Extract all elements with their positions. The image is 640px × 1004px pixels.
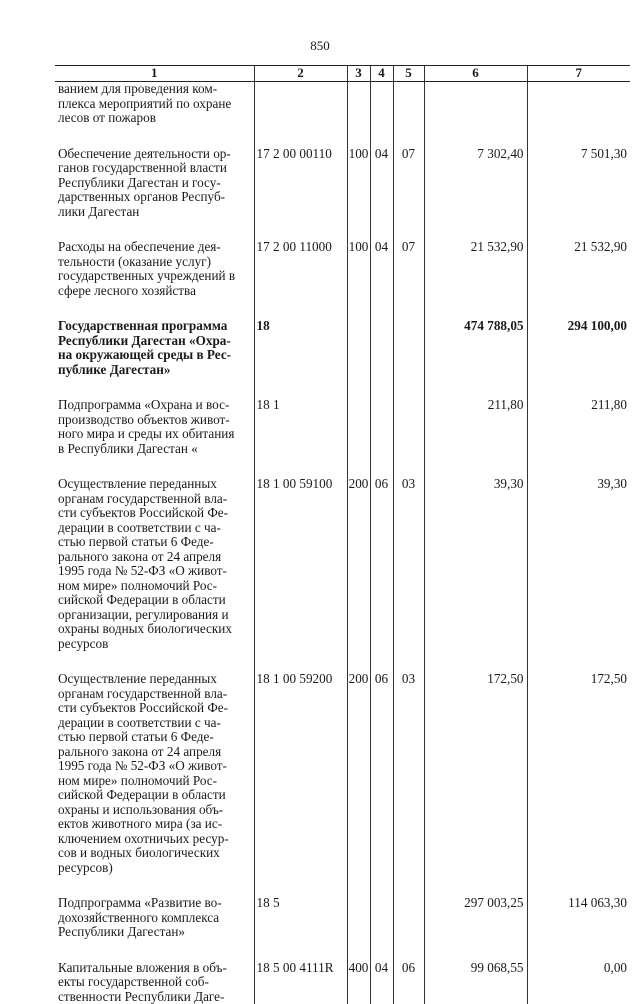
spacer-cell	[254, 219, 347, 240]
row-amount-col-7: 172,50	[527, 672, 630, 875]
spacer-cell	[347, 126, 370, 147]
row-amount-col-6	[424, 82, 527, 126]
row-name: ванием для проведения ком- плекса мероприятий по охране лесов от пожаров	[55, 82, 254, 126]
spacer-cell	[527, 377, 630, 398]
page-number: 850	[0, 38, 640, 54]
row-col-3	[347, 398, 370, 456]
spacer-cell	[424, 940, 527, 961]
spacer-cell	[347, 651, 370, 672]
table-row	[55, 477, 630, 651]
spacer-cell	[527, 298, 630, 319]
row-spacer	[55, 377, 630, 398]
spacer-cell	[254, 377, 347, 398]
row-code: 17 2 00 11000	[254, 240, 347, 298]
spacer-cell	[370, 940, 393, 961]
spacer-cell	[370, 377, 393, 398]
row-col-4	[370, 398, 393, 456]
row-code: 18 1 00 59200	[254, 672, 347, 875]
row-col-4: 04	[370, 961, 393, 1004]
row-col-4	[370, 896, 393, 940]
row-spacer	[55, 298, 630, 319]
row-spacer	[55, 940, 630, 961]
row-spacer	[55, 456, 630, 477]
spacer-cell	[527, 126, 630, 147]
row-col-4: 06	[370, 477, 393, 651]
spacer-cell	[424, 456, 527, 477]
spacer-cell	[527, 875, 630, 896]
row-name: Обеспечение деятельности ор- ганов государственной власти Республики Дагестан и госу- дарственных органов Респуб- лики Дагестан	[55, 147, 254, 220]
spacer-cell	[254, 651, 347, 672]
row-col-5	[393, 82, 424, 126]
row-amount-col-6: 211,80	[424, 398, 527, 456]
table-row	[55, 240, 630, 298]
row-amount-col-6: 474 788,05	[424, 319, 527, 377]
spacer-cell	[55, 875, 254, 896]
row-col-5: 07	[393, 147, 424, 220]
spacer-cell	[55, 456, 254, 477]
row-spacer	[55, 126, 630, 147]
row-name: Государственная программа Республики Дагестан «Охра- на окружающей среды в Рес- публике Дагестан»	[55, 319, 254, 377]
table-row	[55, 398, 630, 456]
row-amount-col-6: 172,50	[424, 672, 527, 875]
row-col-5	[393, 398, 424, 456]
header-row	[55, 66, 630, 82]
row-col-4: 06	[370, 672, 393, 875]
row-code: 18 5	[254, 896, 347, 940]
spacer-cell	[55, 377, 254, 398]
table-row	[55, 319, 630, 377]
table-row	[55, 961, 630, 1004]
row-code: 18 1 00 59100	[254, 477, 347, 651]
spacer-cell	[370, 298, 393, 319]
spacer-cell	[55, 219, 254, 240]
row-amount-col-6: 99 068,55	[424, 961, 527, 1004]
row-code	[254, 82, 347, 126]
table-row	[55, 147, 630, 220]
spacer-cell	[527, 940, 630, 961]
row-amount-col-7: 114 063,30	[527, 896, 630, 940]
header-col-7: 7	[527, 66, 630, 82]
spacer-cell	[254, 298, 347, 319]
spacer-cell	[527, 456, 630, 477]
row-col-5: 03	[393, 672, 424, 875]
row-code: 18	[254, 319, 347, 377]
spacer-cell	[527, 219, 630, 240]
spacer-cell	[254, 940, 347, 961]
table-body	[55, 82, 630, 1004]
spacer-cell	[393, 456, 424, 477]
header-col-3: 3	[347, 66, 370, 82]
spacer-cell	[393, 875, 424, 896]
header-col-1: 1	[55, 66, 254, 82]
row-amount-col-7: 0,00	[527, 961, 630, 1004]
spacer-cell	[393, 126, 424, 147]
spacer-cell	[393, 940, 424, 961]
spacer-cell	[347, 875, 370, 896]
row-code: 18 5 00 4111R	[254, 961, 347, 1004]
row-amount-col-6: 297 003,25	[424, 896, 527, 940]
table-row	[55, 82, 630, 126]
spacer-cell	[393, 298, 424, 319]
row-spacer	[55, 875, 630, 896]
spacer-cell	[55, 126, 254, 147]
row-amount-col-6: 21 532,90	[424, 240, 527, 298]
row-col-5: 03	[393, 477, 424, 651]
row-name: Подпрограмма «Развитие во- дохозяйственного комплекса Республики Дагестан»	[55, 896, 254, 940]
spacer-cell	[370, 651, 393, 672]
row-amount-col-7: 21 532,90	[527, 240, 630, 298]
table-row	[55, 672, 630, 875]
spacer-cell	[254, 456, 347, 477]
row-col-3: 400	[347, 961, 370, 1004]
spacer-cell	[370, 875, 393, 896]
row-spacer	[55, 219, 630, 240]
spacer-cell	[424, 651, 527, 672]
row-col-5: 06	[393, 961, 424, 1004]
row-code: 18 1	[254, 398, 347, 456]
spacer-cell	[370, 456, 393, 477]
row-name: Расходы на обеспечение дея- тельности (оказание услуг) государственных учреждений в сфере лесного хозяйства	[55, 240, 254, 298]
spacer-cell	[393, 219, 424, 240]
row-amount-col-7: 7 501,30	[527, 147, 630, 220]
spacer-cell	[55, 940, 254, 961]
row-col-3: 200	[347, 477, 370, 651]
spacer-cell	[393, 651, 424, 672]
row-name: Капитальные вложения в объ- екты государственной соб- ственности Республики Даге-	[55, 961, 254, 1004]
row-col-4	[370, 82, 393, 126]
row-col-3	[347, 82, 370, 126]
row-name: Осуществление переданных органам государственной вла- сти субъектов Российской Фе- дерации в соответствии с ча- стью первой статьи 6 Феде- рального закона от 24 апреля 1995 года № 52-ФЗ «О живот- ном мире» полномочий Рос- сийской Федерации в области организации, регулирования и охраны водных биологических ресурсов	[55, 477, 254, 651]
spacer-cell	[254, 875, 347, 896]
row-name: Подпрограмма «Охрана и вос- производство объектов живот- ного мира и среды их обитания в Республики Дагестан «	[55, 398, 254, 456]
header-col-5: 5	[393, 66, 424, 82]
spacer-cell	[424, 377, 527, 398]
row-amount-col-7	[527, 82, 630, 126]
spacer-cell	[347, 456, 370, 477]
spacer-cell	[347, 940, 370, 961]
spacer-cell	[370, 126, 393, 147]
row-col-4: 04	[370, 147, 393, 220]
spacer-cell	[347, 298, 370, 319]
row-amount-col-7: 39,30	[527, 477, 630, 651]
spacer-cell	[347, 377, 370, 398]
row-col-3: 200	[347, 672, 370, 875]
spacer-cell	[393, 377, 424, 398]
spacer-cell	[424, 126, 527, 147]
header-col-6: 6	[424, 66, 527, 82]
spacer-cell	[55, 298, 254, 319]
spacer-cell	[527, 651, 630, 672]
spacer-cell	[254, 126, 347, 147]
row-amount-col-7: 294 100,00	[527, 319, 630, 377]
spacer-cell	[370, 219, 393, 240]
spacer-cell	[347, 219, 370, 240]
row-amount-col-6: 7 302,40	[424, 147, 527, 220]
table-row	[55, 896, 630, 940]
row-col-3: 100	[347, 240, 370, 298]
budget-table	[55, 65, 630, 1004]
header-col-2: 2	[254, 66, 347, 82]
spacer-cell	[424, 219, 527, 240]
row-col-5: 07	[393, 240, 424, 298]
row-col-3	[347, 319, 370, 377]
row-spacer	[55, 651, 630, 672]
row-col-3: 100	[347, 147, 370, 220]
row-col-5	[393, 319, 424, 377]
row-col-4: 04	[370, 240, 393, 298]
spacer-cell	[55, 651, 254, 672]
row-amount-col-7: 211,80	[527, 398, 630, 456]
row-col-3	[347, 896, 370, 940]
row-col-5	[393, 896, 424, 940]
spacer-cell	[424, 875, 527, 896]
row-name: Осуществление переданных органам государственной вла- сти субъектов Российской Фе- дерации в соответствии с ча- стью первой статьи 6 Феде- рального закона от 24 апреля 1995 года № 52-ФЗ «О живот- ном мире» полномочий Рос- сийской Федерации в области охраны и использования объ- ектов животного мира (за ис- ключением охотничьих ресур- сов и водных биологических ресурсов)	[55, 672, 254, 875]
row-code: 17 2 00 00110	[254, 147, 347, 220]
row-amount-col-6: 39,30	[424, 477, 527, 651]
row-col-4	[370, 319, 393, 377]
header-col-4: 4	[370, 66, 393, 82]
spacer-cell	[424, 298, 527, 319]
